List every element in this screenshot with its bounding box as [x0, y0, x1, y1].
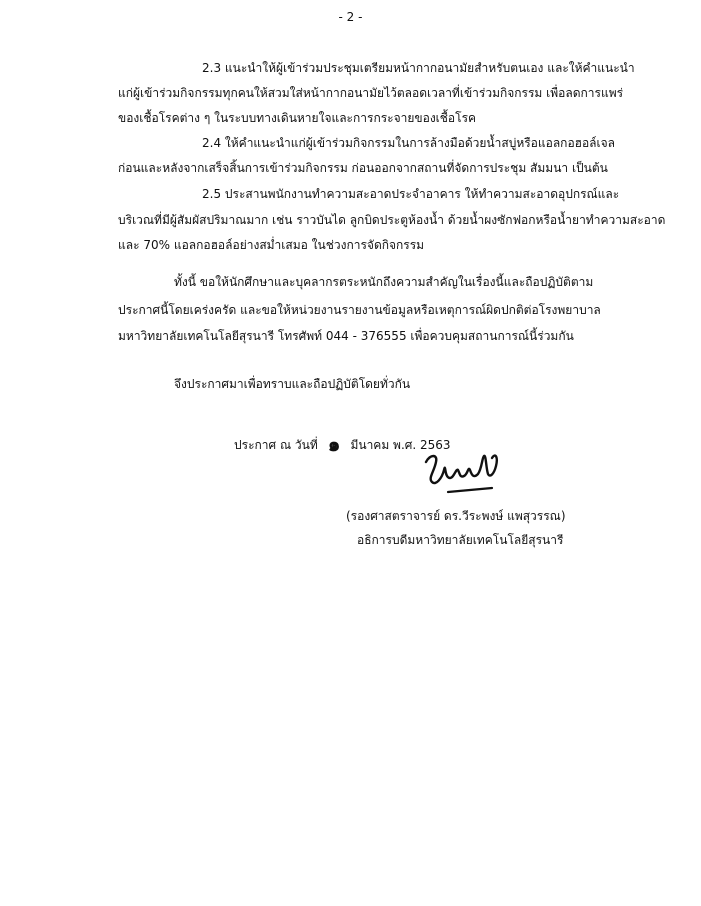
closing-line-1: ทั้งนี้ ขอให้นักศึกษาและบุคลากรตระหนักถึงความสำคัญในเรื่องนี้และถือปฏิบัติตาม [174, 275, 594, 289]
item-2-3-line-1: 2.3 แนะนำให้ผู้เข้าร่วมประชุมเตรียมหน้ากากอนามัยสำหรับตนเอง และให้คำแนะนำ [202, 61, 635, 75]
item-2-3-line-2: แก่ผู้เข้าร่วมกิจกรรมทุกคนให้สวมใส่หน้ากากอนามัยไว้ตลอดเวลาที่เข้าร่วมกิจกรรม เพื่อลดการแพร่ [118, 86, 624, 100]
closing-line-3: มหาวิทยาลัยเทคโนโลยีสุรนารี โทรศัพท์ 044 - 376555 เพื่อควบคุมสถานการณ์นี้ร่วมกัน [118, 329, 574, 343]
item-2-3-line-3: ของเชื้อโรคต่าง ๆ ในระบบทางเดินหายใจและการกระจายของเชื้อโรค [118, 111, 477, 125]
signer-name: (รองศาสตราจารย์ ดร.วีระพงษ์ แพสุวรรณ) [346, 509, 566, 523]
item-2-5-line-2: บริเวณที่มีผู้สัมผัสปริมาณมาก เช่น ราวบันได ลูกบิดประตูห้องน้ำ ด้วยน้ำผงซักฟอกหรือน้ำยาทำความสะอาด [118, 213, 666, 227]
date-suffix: มีนาคม พ.ศ. 2563 [350, 438, 451, 452]
item-2-5-line-1: 2.5 ประสานพนักงานทำความสะอาดประจำอาคาร ให้ทำความสะอาดอุปกรณ์และ [202, 187, 620, 201]
item-2-5-line-3: และ 70% แอลกอฮอล์อย่างสม่ำเสมอ ในช่วงการจัดกิจกรรม [118, 238, 425, 252]
closing-line-2: ประกาศนี้โดยเคร่งครัด และขอให้หน่วยงานรายงานข้อมูลหรือเหตุการณ์ผิดปกติต่อโรงพยาบาล [118, 303, 601, 317]
announcement-line: จึงประกาศมาเพื่อทราบและถือปฏิบัติโดยทั่วกัน [174, 377, 411, 391]
date-day: ๑ [327, 432, 341, 456]
date-prefix: ประกาศ ณ วันที่ [234, 438, 318, 452]
signer-title: อธิการบดีมหาวิทยาลัยเทคโนโลยีสุรนารี [357, 533, 564, 547]
item-2-4-line-1: 2.4 ให้คำแนะนำแก่ผู้เข้าร่วมกิจกรรมในการล้างมือด้วยน้ำสบู่หรือแอลกอฮอล์เจล [202, 136, 616, 150]
page-number: - 2 - [338, 10, 363, 24]
announcement-date [234, 428, 451, 460]
handwritten-signature [420, 448, 504, 500]
item-2-4-line-2: ก่อนและหลังจากเสร็จสิ้นการเข้าร่วมกิจกรรม ก่อนออกจากสถานที่จัดการประชุม สัมมนา เป็นต้น [118, 161, 608, 175]
